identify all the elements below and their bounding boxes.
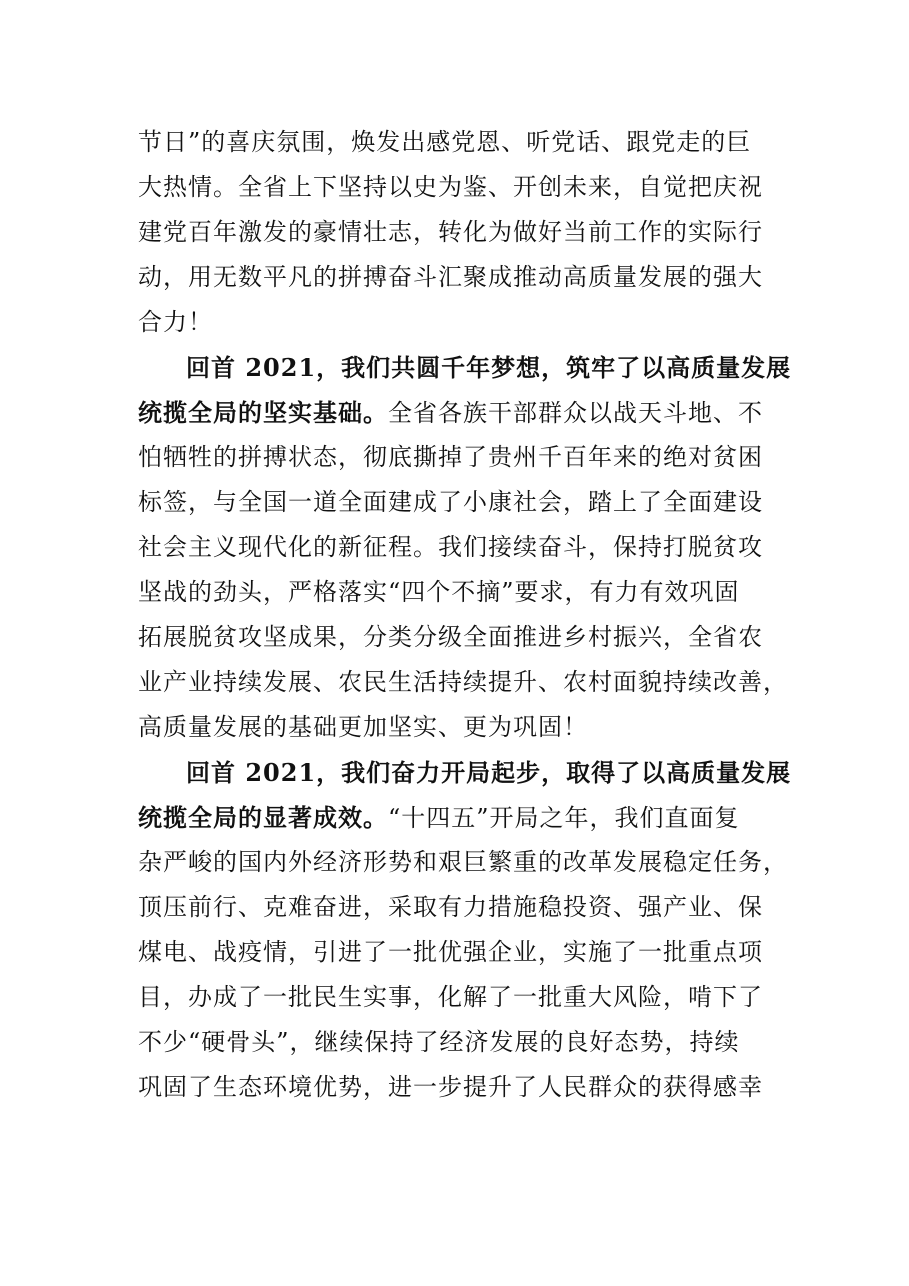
paragraph-heading-end: 统揽全局的显著成效。	[138, 803, 388, 832]
paragraph-line: 拓展脱贫攻坚成果，分类分级全面推进乡村振兴，全省农	[138, 623, 763, 651]
paragraph-line: 高质量发展的基础更加坚实、更为巩固！	[138, 713, 588, 741]
paragraph-line: 不少“硬骨头”，继续保持了经济发展的良好态势，持续	[138, 1028, 740, 1056]
paragraph-line: 巩固了生态环境优势，进一步提升了人民群众的获得感幸	[138, 1073, 763, 1101]
document-body	[138, 120, 792, 1110]
paragraph-line: 节日”的喜庆氛围，焕发出感党恩、听党话、跟党走的巨	[138, 128, 752, 156]
paragraph-line: 社会主义现代化的新征程。我们接续奋斗，保持打脱贫攻	[138, 533, 763, 561]
paragraph-line: 合力！	[138, 308, 213, 336]
paragraph-line: 杂严峻的国内外经济形势和艰巨繁重的改革发展稳定任务，	[138, 848, 788, 876]
paragraph-line: 目，办成了一批民生实事，化解了一批重大风险，啃下了	[138, 983, 763, 1011]
paragraph-line: 动，用无数平凡的拼搏奋斗汇聚成推动高质量发展的强大	[138, 263, 763, 291]
paragraph-line	[138, 390, 778, 435]
paragraph-line: 建党百年激发的豪情壮志，转化为做好当前工作的实际行	[138, 218, 763, 246]
paragraph-3	[138, 750, 792, 1110]
paragraph-line: 业产业持续发展、农民生活持续提升、农村面貌持续改善，	[138, 668, 788, 696]
paragraph-line	[138, 795, 778, 840]
paragraph-text: “十四五”开局之年，我们直面复	[388, 804, 740, 832]
paragraph-text: 全省各族干部群众以战天斗地、不	[388, 399, 763, 427]
paragraph-heading: 回首 2021，我们奋力开局起步，取得了以高质量发展	[186, 758, 792, 787]
paragraph-line: 大热情。全省上下坚持以史为鉴、开创未来，自觉把庆祝	[138, 173, 763, 201]
paragraph-line: 煤电、战疫情，引进了一批优强企业，实施了一批重点项	[138, 938, 763, 966]
paragraph-heading-end: 统揽全局的坚实基础。	[138, 398, 388, 427]
paragraph-line: 顶压前行、克难奋进，采取有力措施稳投资、强产业、保	[138, 893, 763, 921]
paragraph-line: 坚战的劲头，严格落实“四个不摘”要求，有力有效巩固	[138, 578, 740, 606]
paragraph-line: 标签，与全国一道全面建成了小康社会，踏上了全面建设	[138, 488, 763, 516]
paragraph-line: 怕牺牲的拼搏状态，彻底撕掉了贵州千百年来的绝对贫困	[138, 443, 763, 471]
paragraph-1	[138, 120, 778, 345]
paragraph-2	[138, 345, 792, 750]
paragraph-heading: 回首 2021，我们共圆千年梦想，筑牢了以高质量发展	[186, 353, 792, 382]
